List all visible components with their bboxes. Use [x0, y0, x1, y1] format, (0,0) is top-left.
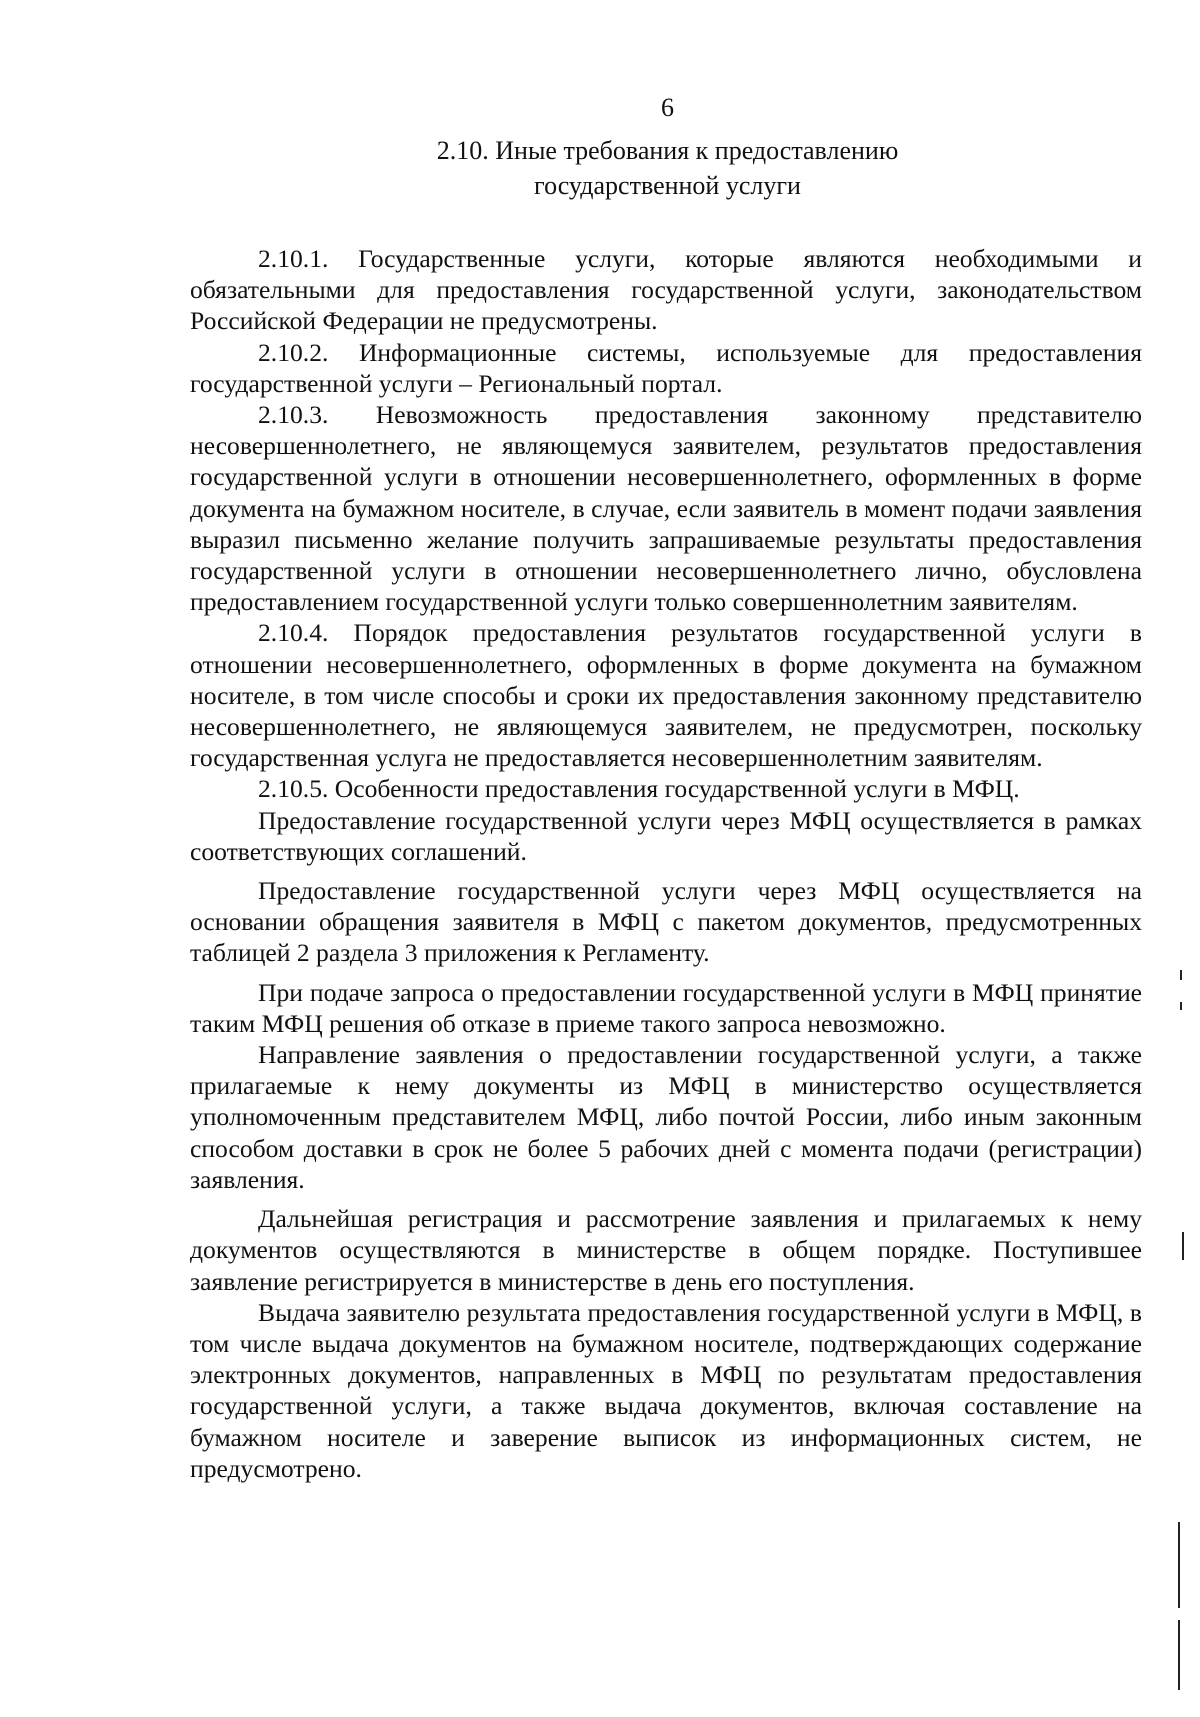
paragraph-2-10-5: 2.10.5. Особенности предоставления государственной услуги в МФЦ. [258, 774, 1020, 804]
paragraph-mfc-agreements: Предоставление государственной услуги через МФЦ осуществляется в рамках соответствующих соглашений. [190, 805, 1142, 866]
body-text [190, 243, 1142, 1484]
scan-edge-mark [1178, 1522, 1180, 1608]
paragraph-mfc-sending: Направление заявления о предоставлении государственной услуги, а также прилагаемые к нему документы из МФЦ в министерство осуществляется уполномоченным представителем МФЦ, либо почтой России, либо иным законным способом доставки в срок не более 5 рабочих дней с момента подачи (регистрации) заявления. [190, 1040, 1142, 1194]
scan-edge-mark [1182, 1232, 1184, 1260]
paragraph-2-10-4: 2.10.4. Порядок предоставления результатов государственной услуги в отношении несовершеннолетнего, оформленных в форме документа на бумажном носителе, в том числе способы и сроки их предоставления законному представителю несовершеннолетнего, не являющемуся заявителем, не предусмотрен, поскольку государственная услуга не предоставляется несовершеннолетним заявителям. [190, 618, 1142, 773]
scan-edge-mark [1178, 1620, 1180, 1690]
paragraph-registration: Дальнейшая регистрация и рассмотрение заявления и прилагаемых к нему документов осуществляются в министерстве в общем порядке. Поступившее заявление регистрируется в министерстве в день его поступления. [190, 1204, 1142, 1296]
paragraph-mfc-refusal: При подаче запроса о предоставлении государственной услуги в МФЦ принятие таким МФЦ решения об отказе в приеме такого запроса невозможно. [190, 977, 1142, 1038]
paragraph-2-10-2: 2.10.2. Информационные системы, используемые для предоставления государственной услуги – Региональный портал. [190, 337, 1142, 398]
section-heading-line-2: государственной услуги [534, 171, 801, 200]
scan-edge-mark [1180, 1002, 1182, 1010]
section-heading [0, 133, 1200, 203]
page-number: 6 [661, 93, 674, 122]
section-heading-line-1: 2.10. Иные требования к предоставлению [436, 136, 899, 165]
paragraph-2-10-1: 2.10.1. Государственные услуги, которые являются необходимыми и обязательными для предоставления государственной услуги, законодательством Российской Федерации не предусмотрены. [190, 244, 1142, 336]
paragraph-issuance: Выдача заявителю результата предоставления государственной услуги в МФЦ, в том числе выдача документов на бумажном носителе, подтверждающих содержание электронных документов, направленных в МФЦ по результатам предоставления государственной услуги, а также выдача документов, включая составление на бумажном носителе и заверение выписок из информационных систем, не предусмотрено. [190, 1297, 1142, 1483]
paragraph-mfc-basis: Предоставление государственной услуги через МФЦ осуществляется на основании обращения заявителя в МФЦ с пакетом документов, предусмотренных таблицей 2 раздела 3 приложения к Регламенту. [190, 876, 1142, 968]
scan-edge-mark [1180, 970, 1182, 980]
paragraph-2-10-3: 2.10.3. Невозможность предоставления законному представителю несовершеннолетнего, не являющемуся заявителем, результатов предоставления государственной услуги в отношении несовершеннолетнего, оформленных в форме документа на бумажном носителе, в случае, если заявитель в момент подачи заявления выразил письменно желание получить запрашиваемые результаты предоставления государственной услуги в отношении несовершеннолетнего лично, обусловлена предоставлением государственной услуги только совершеннолетним заявителям. [190, 400, 1142, 617]
